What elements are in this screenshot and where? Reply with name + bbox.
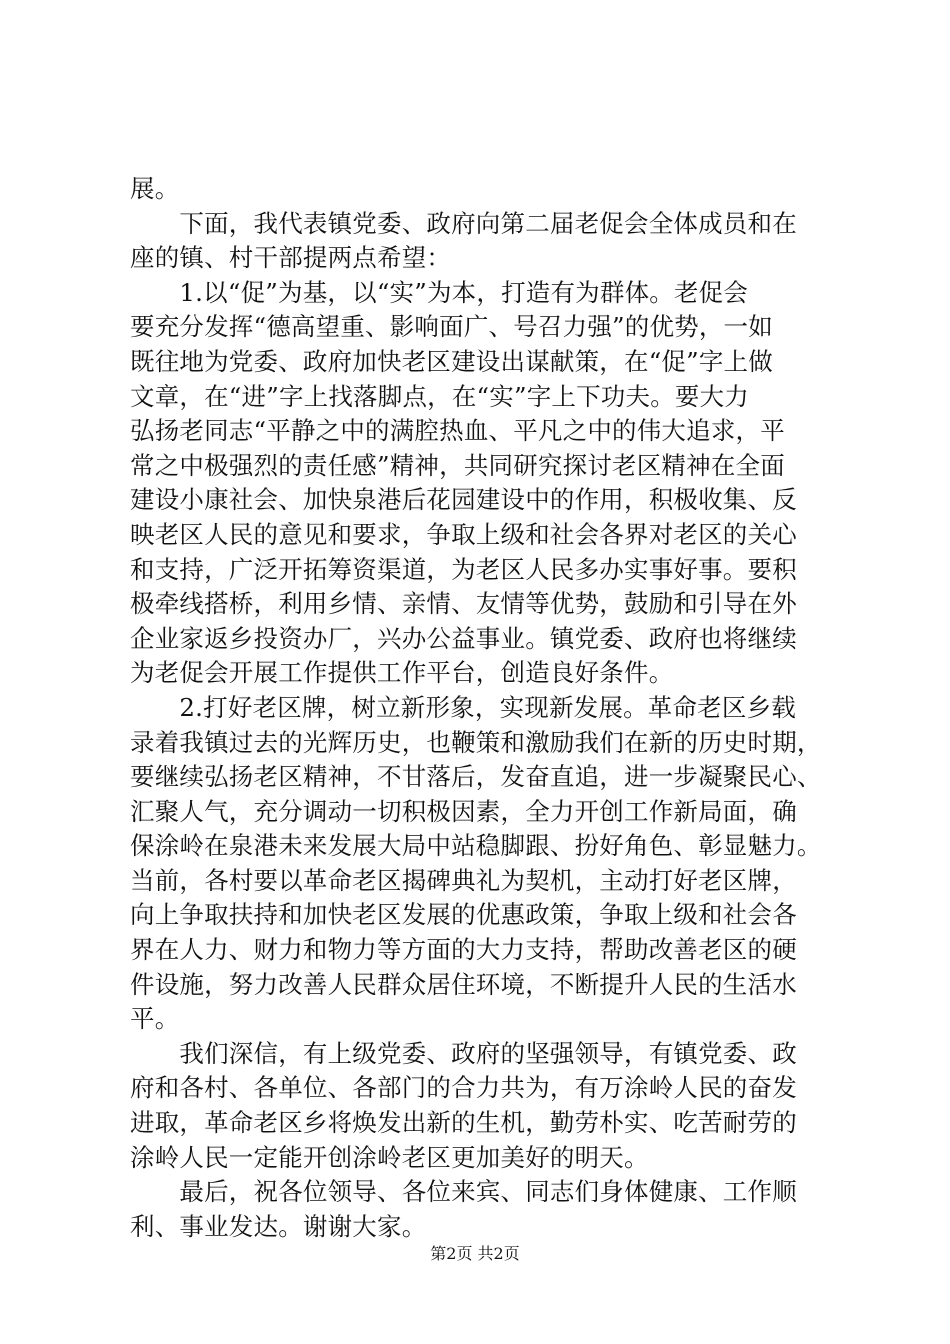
page-footer: 第2页 共2页 (430, 1244, 520, 1263)
text-line: 企业家返乡投资办厂，兴办公益事业。镇党委、政府也将继续 (130, 623, 797, 653)
text-line: 涂岭人民一定能开创涂岭老区更加美好的明天。 (130, 1142, 649, 1172)
text-line: 要继续弘扬老区精神，不甘落后，发奋直追，进一步凝聚民心、 (130, 762, 822, 792)
text-line: 座的镇、村干部提两点希望： (130, 243, 452, 273)
text-line: 映老区人民的意见和要求，争取上级和社会各界对老区的关心 (130, 519, 797, 549)
text-line: 要充分发挥“德高望重、影响面广、号召力强”的优势，一如 (130, 312, 773, 342)
text-line: 1.以“促”为基，以“实”为本，打造有为群体。老促会 (130, 277, 749, 307)
text-line: 常之中极强烈的责任感”精神，共同研究探讨老区精神在全面 (130, 450, 785, 480)
text-line: 为老促会开展工作提供工作平台，创造良好条件。 (130, 658, 674, 688)
text-line: 和支持，广泛开拓筹资渠道，为老区人民多办实事好事。要积 (130, 554, 797, 584)
text-line: 当前，各村要以革命老区揭碑典礼为契机，主动打好老区牌， (130, 865, 797, 895)
text-line: 界在人力、财力和物力等方面的大力支持，帮助改善老区的硬 (130, 935, 797, 965)
text-line: 录着我镇过去的光辉历史，也鞭策和激励我们在新的历史时期， (130, 727, 822, 757)
text-line: 展。 (130, 174, 180, 203)
text-line: 既往地为党委、政府加快老区建设出谋献策，在“促”字上做 (130, 346, 773, 376)
text-line: 府和各村、各单位、各部门的合力共为，有万涂岭人民的奋发 (130, 1073, 797, 1103)
text-line: 件设施，努力改善人民群众居住环境，不断提升人民的生活水 (130, 969, 797, 999)
text-line: 文章，在“进”字上找落脚点，在“实”字上下功夫。要大力 (130, 381, 749, 411)
text-line: 保涂岭在泉港未来发展大局中站稳脚跟、扮好角色、彰显魅力。 (130, 831, 822, 861)
document-body (130, 172, 830, 1244)
text-line: 下面，我代表镇党委、政府向第二届老促会全体成员和在 (130, 208, 797, 238)
text-line: 向上争取扶持和加快老区发展的优惠政策，争取上级和社会各 (130, 900, 797, 930)
text-line: 建设小康社会、加快泉港后花园建设中的作用，积极收集、反 (130, 485, 797, 515)
text-line: 极牵线搭桥，利用乡情、亲情、友情等优势，鼓励和引导在外 (130, 589, 797, 619)
text-line: 进取，革命老区乡将焕发出新的生机，勤劳朴实、吃苦耐劳的 (130, 1108, 797, 1138)
text-line: 汇聚人气，充分调动一切积极因素，全力开创工作新局面，确 (130, 796, 797, 826)
text-line: 利、事业发达。谢谢大家。 (130, 1211, 427, 1241)
text-line: 2.打好老区牌，树立新形象，实现新发展。革命老区乡载 (130, 692, 796, 722)
text-line: 平。 (130, 1004, 180, 1034)
text-line: 弘扬老同志“平静之中的满腔热血、平凡之中的伟大追求，平 (130, 416, 785, 446)
text-line: 我们深信，有上级党委、政府的坚强领导，有镇党委、政 (130, 1038, 797, 1068)
text-line: 最后，祝各位领导、各位来宾、同志们身体健康、工作顺 (130, 1177, 797, 1207)
